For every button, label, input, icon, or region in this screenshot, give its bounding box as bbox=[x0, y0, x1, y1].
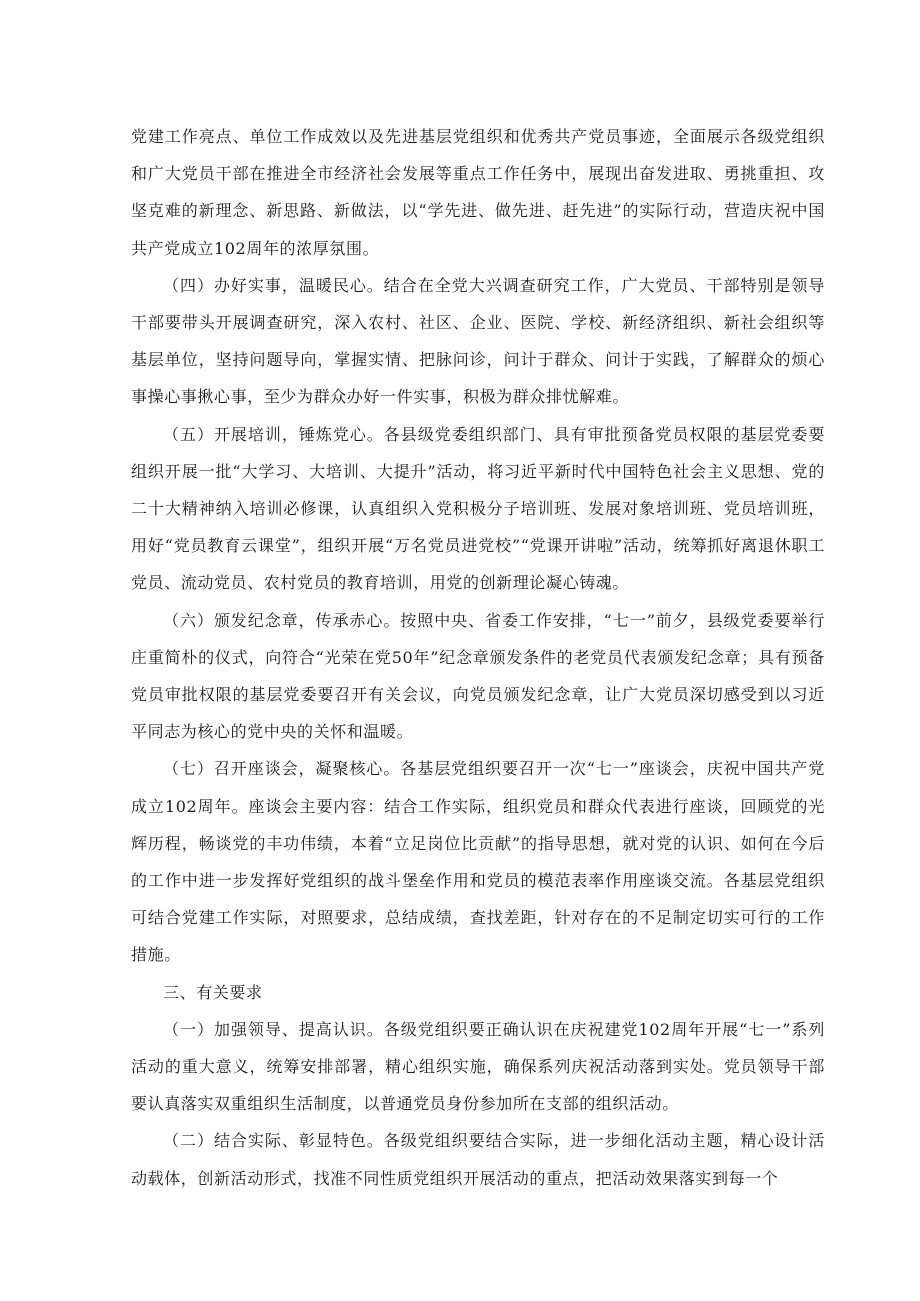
document-page bbox=[131, 118, 825, 1197]
paragraph-item-4: （四）办好实事，温暖民心。结合在全党大兴调查研究工作，广大党员、干部特别是领导干部要带头开展调查研究，深入农村、社区、企业、医院、学校、新经济组织、新社会组织等基层单位，坚持问题导向，掌握实情、把脉问诊，问计于群众、问计于实践，了解群众的烦心事操心事揪心事，至少为群众办好一件实事，积极为群众排忧解难。 bbox=[131, 275, 825, 407]
paragraph-item-5: （五）开展培训，锤炼党心。各县级党委组织部门、具有审批预备党员权限的基层党委要组织开展一批“大学习、大培训、大提升”活动，将习近平新时代中国特色社会主义思想、党的二十大精神纳入培训必修课，认真组织入党积极分子培训班、发展对象培训班、党员培训班，用好“党员教育云课堂”，组织开展“万名党员进党校”“党课开讲啦”活动，统筹抓好离退休职工党员、流动党员、农村党员的教育培训，用党的创新理论凝心铸魂。 bbox=[131, 424, 825, 593]
section-heading-requirements: 三、有关要求 bbox=[163, 982, 263, 1002]
paragraph-item-6: （六）颁发纪念章，传承赤心。按照中央、省委工作安排，“七一”前夕，县级党委要举行庄重简朴的仪式，向符合“光荣在党50年”纪念章颁发条件的老党员代表颁发纪念章；具有预备党员审批权限的基层党委要召开有关会议，向党员颁发纪念章，让广大党员深切感受到以习近平同志为核心的党中央的关怀和温暖。 bbox=[131, 610, 825, 742]
paragraph-requirement-1: （一）加强领导、提高认识。各级党组织要正确认识在庆祝建党102周年开展“七一”系列活动的重大意义，统筹安排部署，精心组织实施，确保系列庆祝活动落到实处。党员领导干部要认真落实双重组织生活制度，以普通党员身份参加所在支部的组织活动。 bbox=[131, 1019, 825, 1114]
paragraph-requirement-2: （二）结合实际、彰显特色。各级党组织要结合实际，进一步细化活动主题，精心设计活动载体，创新活动形式，找准不同性质党组织开展活动的重点，把活动效果落实到每一个 bbox=[131, 1131, 825, 1188]
paragraph-continuation: 党建工作亮点、单位工作成效以及先进基层党组织和优秀共产党员事迹，全面展示各级党组织和广大党员干部在推进全市经济社会发展等重点工作任务中，展现出奋发进取、勇挑重担、攻坚克难的新理念、新思路、新做法，以“学先进、做先进、赶先进”的实际行动，营造庆祝中国共产党成立102周年的浓厚氛围。 bbox=[131, 127, 825, 258]
paragraph-item-7: （七）召开座谈会，凝聚核心。各基层党组织要召开一次“七一”座谈会，庆祝中国共产党成立102周年。座谈会主要内容：结合工作实际，组织党员和群众代表进行座谈，回顾党的光辉历程，畅谈党的丰功伟绩，本着“立足岗位比贡献”的指导思想，就对党的认识、如何在今后的工作中进一步发挥好党组织的战斗堡垒作用和党员的模范表率作用座谈交流。各基层党组织可结合党建工作实际，对照要求，总结成绩，查找差距，针对存在的不足制定切实可行的工作措施。 bbox=[131, 759, 825, 965]
